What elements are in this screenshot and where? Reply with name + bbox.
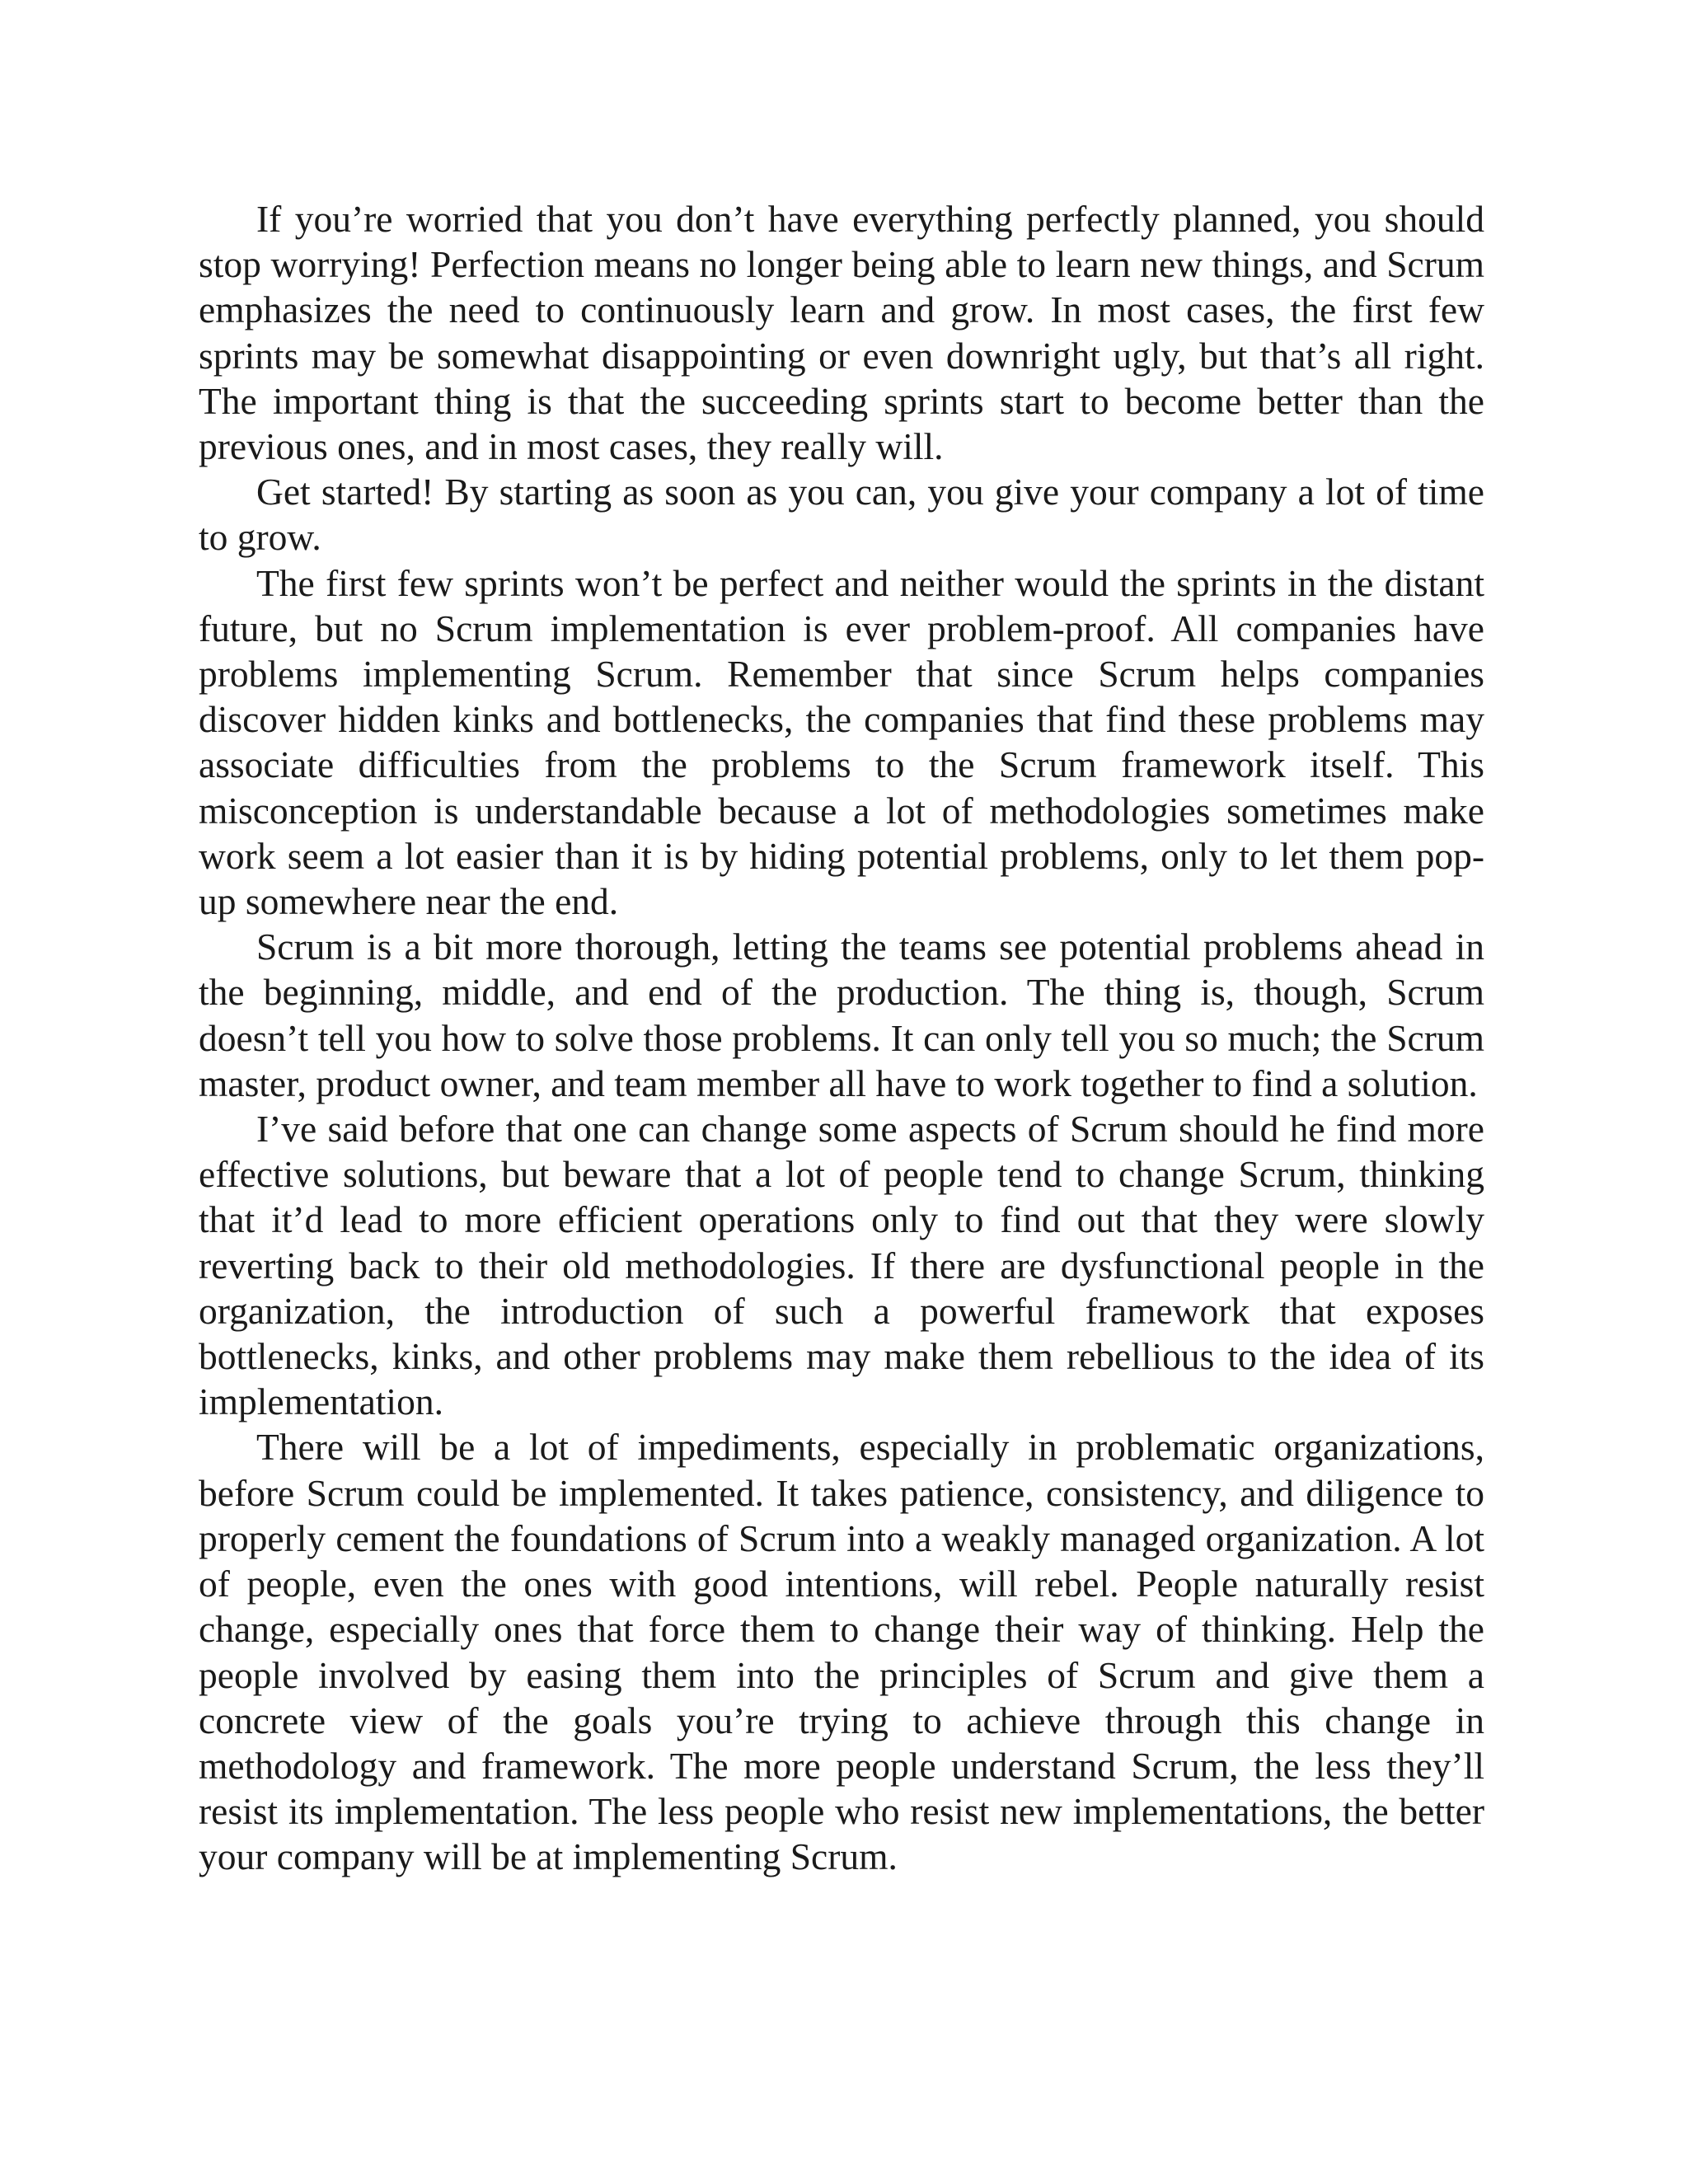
paragraph-4: Scrum is a bit more thorough, letting the teams see potential problems ahead in the beginning, middle, and end of the production. The thing is, though, Scrum doesn’t tell you how to solve those problems. It can only tell you so much; the Scrum master, product owner, and team member all have to work together to find a solution. [199,926,1484,1104]
paragraph-1: If you’re worried that you don’t have everything perfectly planned, you should stop worrying! Perfection means no longer being able to learn new things, and Scrum emphasizes the need to continuously learn and grow. In most cases, the first few sprints may be somewhat disappointing or even downright ugly, but that’s all right. The important thing is that the succeeding sprints start to become better than the previous ones, and in most cases, they really will. [199,198,1484,468]
paragraph-2: Get started! By starting as soon as you can, you give your company a lot of time to grow. [199,471,1484,559]
paragraph-3: The first few sprints won’t be perfect and neither would the sprints in the distant future, but no Scrum implementation is ever problem-proof. All companies have problems implementing Scrum. Remember that since Scrum helps companies discover hidden kinks and bottlenecks, the companies that find these problems may associate difficulties from the problems to the Scrum framework itself. This misconception is understandable because a lot of methodologies sometimes make work seem a lot easier than it is by hiding potential problems, only to let them pop-up somewhere near the end. [199,561,1484,923]
paragraph-5: I’ve said before that one can change some aspects of Scrum should he find more effective solutions, but beware that a lot of people tend to change Scrum, thinking that it’d lead to more efficient operations only to find out that they were slowly reverting back to their old methodologies. If there are dysfunctional people in the organization, the introduction of such a powerful framework that exposes bottlenecks, kinks, and other problems may make them rebellious to the idea of its implementation. [199,1108,1484,1423]
paragraph-6: There will be a lot of impediments, especially in problematic organizations, before Scrum could be implemented. It takes patience, consistency, and diligence to properly cement the foundations of Scrum into a weakly managed organization. A lot of people, even the ones with good intentions, will rebel. People naturally resist change, especially ones that force them to change their way of thinking. Help the people involved by easing them into the principles of Scrum and give them a concrete view of the goals you’re trying to achieve through this change in methodology and framework. The more people understand Scrum, the less they’ll resist its implementation. The less people who resist new implementations, the better your company will be at implementing Scrum. [199,1426,1484,1878]
body-text [199,196,1484,1880]
